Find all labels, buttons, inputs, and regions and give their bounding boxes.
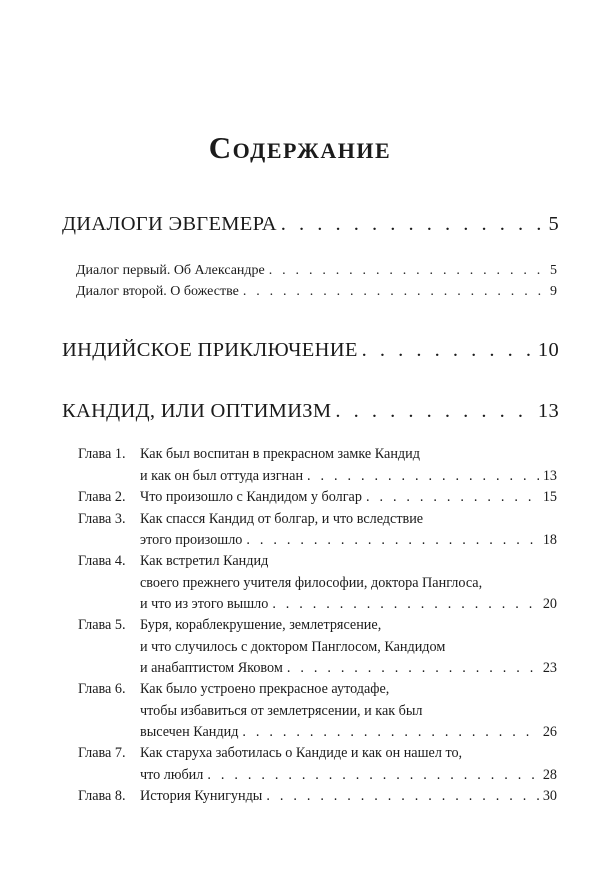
toc-chapter-5[interactable] — [78, 617, 557, 634]
toc-chapter-4[interactable] — [78, 553, 557, 570]
chapter-page-number: 26 — [542, 724, 557, 740]
chapter-title-line: и анабаптистом Яковом — [140, 660, 283, 676]
section-page-number: 10 — [537, 339, 559, 361]
subsection-title: Диалог первый. Об Александре — [76, 263, 265, 278]
toc-chapter-3-last-line[interactable] — [78, 532, 557, 549]
toc-chapter-5-line-2 — [78, 639, 557, 656]
toc-chapter-1[interactable] — [78, 446, 557, 463]
chapter-page-number: 30 — [542, 788, 557, 804]
toc-chapter-4-last-line[interactable] — [78, 596, 557, 613]
chapter-label: Глава 5. — [78, 617, 126, 633]
subsection-page-number: 5 — [550, 263, 557, 278]
dot-leader — [272, 596, 539, 613]
chapter-label: Глава 4. — [78, 553, 126, 569]
chapter-title-line: чтобы избавиться от землетрясении, и как был — [140, 703, 423, 719]
chapter-title-line: и что случилось с доктором Панглосом, Кандидом — [140, 639, 446, 655]
toc-chapter-2[interactable] — [78, 489, 557, 506]
chapter-title-line: Как встретил Кандид — [140, 553, 269, 569]
dot-leader — [243, 284, 546, 300]
section-title: КАНДИД, ИЛИ ОПТИМИЗМ — [62, 400, 332, 422]
dot-leader — [269, 263, 546, 279]
toc-chapter-7-last-line[interactable] — [78, 767, 557, 784]
chapter-page-number: 13 — [542, 468, 557, 484]
toc-section-indian-adventure[interactable] — [62, 339, 559, 362]
dot-leader — [242, 724, 538, 741]
chapter-title-line: что любил — [140, 767, 204, 783]
dot-leader — [366, 489, 539, 506]
toc-subsection-first-dialogue[interactable] — [76, 263, 557, 279]
section-page-number: 5 — [548, 213, 559, 235]
chapter-page-number: 18 — [542, 532, 557, 548]
chapter-title-line: Буря, кораблекрушение, землетрясение, — [140, 617, 382, 633]
chapter-label: Глава 2. — [78, 489, 126, 505]
section-title: ДИАЛОГИ ЭВГЕМЕРА — [62, 213, 277, 235]
toc-chapter-6[interactable] — [78, 681, 557, 698]
toc-chapter-4-line-2 — [78, 575, 557, 592]
chapter-title-line: и что из этого вышло — [140, 596, 269, 612]
dot-leader — [307, 468, 539, 485]
chapter-title-line: высечен Кандид — [140, 724, 239, 740]
toc-section-dialogues[interactable] — [62, 213, 559, 236]
toc-subsection-second-dialogue[interactable] — [76, 284, 557, 300]
chapter-label: Глава 3. — [78, 511, 126, 527]
chapter-page-number: 23 — [542, 660, 557, 676]
toc-chapter-5-last-line[interactable] — [78, 660, 557, 677]
toc-chapter-1-last-line[interactable] — [78, 468, 557, 485]
chapter-title-line: своего прежнего учителя философии, доктора Панглоса, — [140, 575, 483, 591]
chapter-page-number: 20 — [542, 596, 557, 612]
toc-chapter-3[interactable] — [78, 511, 557, 528]
subsection-page-number: 9 — [550, 284, 557, 299]
toc-chapter-6-last-line[interactable] — [78, 724, 557, 741]
dot-leader — [281, 213, 545, 236]
chapter-title-line: Как было устроено прекрасное аутодафе, — [140, 681, 390, 697]
chapter-title-line: этого произошло — [140, 532, 243, 548]
chapter-title-line: Как был воспитан в прекрасном замке Кандид — [140, 446, 420, 462]
dot-leader — [335, 400, 533, 423]
subsection-title: Диалог второй. О божестве — [76, 284, 239, 299]
chapter-label: Глава 6. — [78, 681, 126, 697]
chapter-title-line: Как спасся Кандид от болгар, и что вследствие — [140, 511, 424, 527]
toc-chapter-6-line-2 — [78, 703, 557, 720]
section-page-number: 13 — [537, 400, 559, 422]
chapter-page-number: 15 — [542, 489, 557, 505]
toc-chapter-7[interactable] — [78, 745, 557, 762]
chapter-title-line: Как старуха заботилась о Кандиде и как он нашел то, — [140, 745, 463, 761]
toc-section-candide[interactable] — [62, 400, 559, 423]
dot-leader — [207, 767, 538, 784]
toc-chapter-8[interactable] — [78, 788, 557, 805]
chapter-page-number: 28 — [542, 767, 557, 783]
chapter-label: Глава 7. — [78, 745, 126, 761]
chapter-title-line: и как он был оттуда изгнан — [140, 468, 304, 484]
dot-leader — [246, 532, 538, 549]
page-title: Содержание — [208, 130, 392, 165]
dot-leader — [266, 788, 538, 805]
dot-leader — [362, 339, 534, 362]
chapter-label: Глава 1. — [78, 446, 126, 462]
chapter-label: Глава 8. — [78, 788, 126, 804]
section-title: ИНДИЙСКОЕ ПРИКЛЮЧЕНИЕ — [62, 339, 358, 361]
chapter-title-line: Что произошло с Кандидом у болгар — [140, 489, 362, 505]
chapter-title-line: История Кунигунды — [140, 788, 263, 804]
dot-leader — [287, 660, 539, 677]
